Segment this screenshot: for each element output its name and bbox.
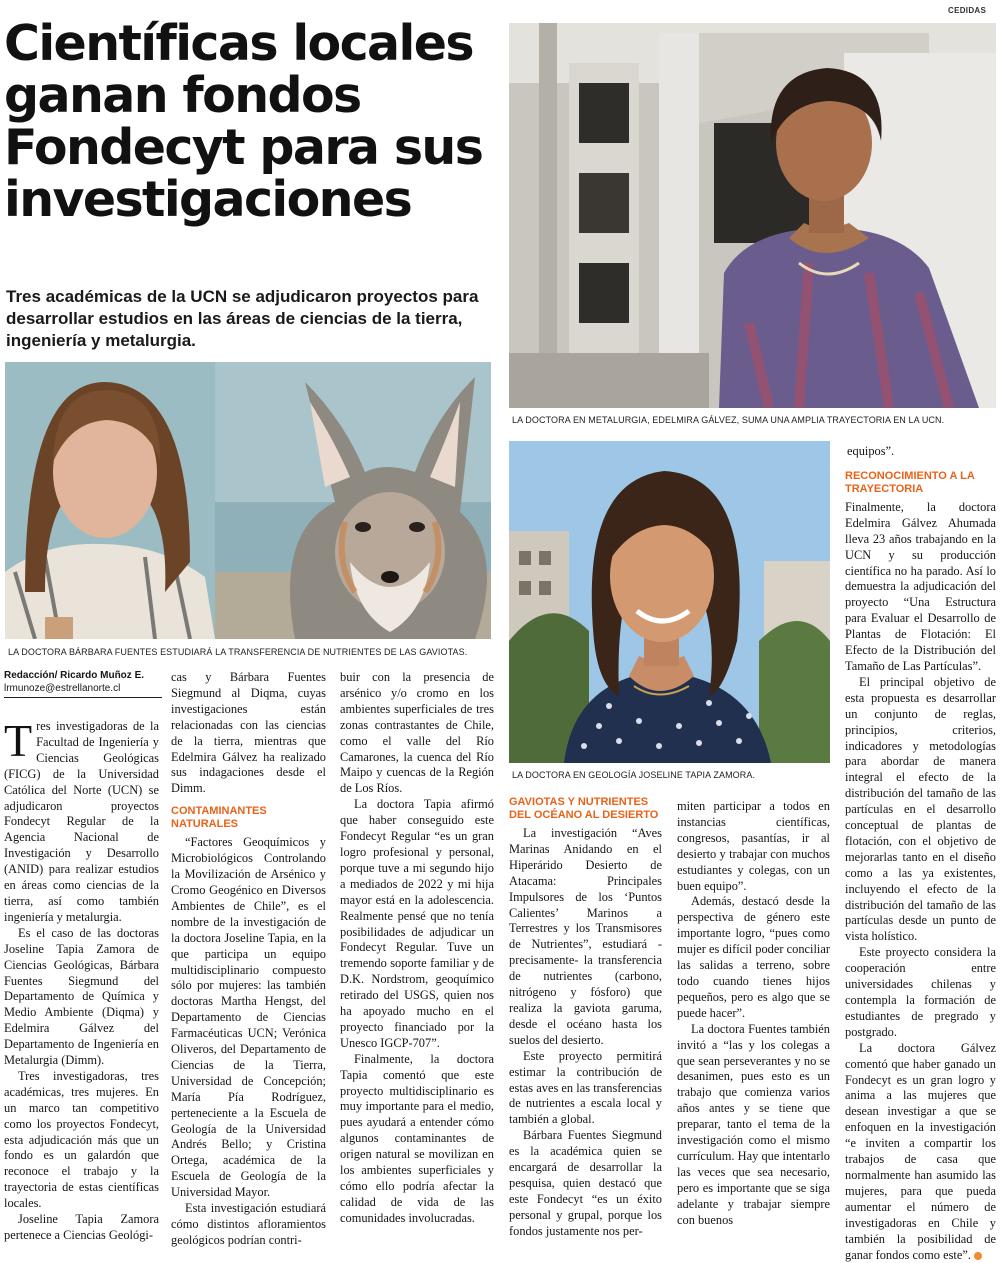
article-paragraph: “Factores Geoquímicos y Microbiológicos Controlando la Movilización de Arsénico y Cromo Geogénico en Diversos Ambientes de Chile”, es el nombre de la investigación de la doctora Joseline Tapia, en la que participa un equipo multidisciplinario compuesto sólo por mujeres: las también doctoras Martha Hengst, del Departamento de Ciencias Farmacéuticas UCN; Verónica Oliveros, del Departamento de Ciencias de la Tierra, Universidad de Concepción; María Pía Rodríguez, perteneciente a la Escuela de Geología de la Universidad Andrés Bello; y Cristina Ortega, académica de la Escuela de Geología de la Universidad Mayor. <box>171 835 326 1200</box>
article-column-2 <box>171 670 326 1249</box>
section-heading: GAVIOTAS Y NUTRIENTES DEL OCÉANO AL DESIERTO <box>509 796 659 821</box>
article-paragraph: Además, destacó desde la perspectiva de género este importante logro, “pues como mujer es difícil poder conciliar las salidas a terreno, sobre todo cuando tienes hijos pequeños, pero es algo que se puede hacer”. <box>677 894 830 1020</box>
caption-tapia: LA DOCTORA EN GEOLOGÍA JOSELINE TAPIA ZAMORA. <box>512 770 756 780</box>
article-paragraph: La doctora Tapia afirmó que haber conseguido este Fondecyt Regular “es un gran logro profesional y personal, porque tuve a mi segundo hijo a mediados de 2022 y mi hija mayor está en la adolescencia. Realmente pensé que no tenía posibilidades de adjudicar un Fondecyt Regular. Tuve un tremendo soporte familiar y de D.K. Nordstrom, geoquímico retirado del USGS, quien nos ha apoyado mucho en el proyecto financiado por la Unesco IGCP-707”. <box>340 797 494 1050</box>
byline-email[interactable]: lrmunoze@estrellanorte.cl <box>4 683 121 694</box>
article-paragraph: cas y Bárbara Fuentes Siegmund al Diqma, cuyas investigaciones están relacionadas con las ciencias de la tierra, mientras que Edelmira Gálvez ha realizado sus indagaciones desde el Dimm. <box>171 670 326 796</box>
article-paragraph: Tres investigadoras de la Facultad de Ingeniería y Ciencias Geológicas (FICG) de la Universidad Católica del Norte (UCN) se adjudicaron proyectos Fondecyt Regular de la Agencia Nacional de Investigación y Desarrollo (ANID) para realizar estudios en áreas como ciencias de la tierra, así como también ingeniería y metalurgia. <box>4 715 159 924</box>
section-heading: RECONOCIMIENTO A LA TRAYECTORIA <box>845 469 975 495</box>
photo-tapia <box>509 441 830 763</box>
article-paragraph: Finalmente, la doctora Edelmira Gálvez Ahumada lleva 23 años trabajando en la UCN y su producción científica no ha parado. Así lo demuestra la adjudicación del proyecto “Una Estructura para Evaluar el Desarrollo de Plantas de Flotación: El Efecto de la Distribución del Tamaño de Las Partículas”. <box>845 499 996 673</box>
article-paragraph: buir con la presencia de arsénico y/o cromo en los ambientes superficiales de tres zonas contrastantes de Chile, como el valle del Río Camarones, la cuenca del Río Maipo y cuencas de la Región de Los Ríos. <box>340 670 494 796</box>
article-paragraph: equipos”. <box>847 444 895 458</box>
article-column-5 <box>677 799 830 1228</box>
article-paragraph: Joseline Tapia Zamora pertenece a Ciencias Geológi- <box>4 1212 159 1242</box>
article-paragraph: El principal objetivo de esta propuesta es desarrollar un conjunto de reglas, principios, criterios, indicadores y metodologías para abordar de manera integral el efecto de la distribución del tamaño de las partículas en el desarrollo conceptual de plantas de flotación, con el objetivo de mejorarlas tanto en el diseño como a las ya existentes, incluyendo el efecto de la distribución del tamaño de las partículas desde un punto de vista holístico. <box>845 674 996 944</box>
article-paragraph: La investigación “Aves Marinas Anidando en el Hiperárido Desierto de Atacama: Principales Impulsores de los ‘Puntos Calientes’ Marinos a Terrestres y los Transmisores de Nutrientes”, estudiará -precisamente- la transferencia de nutrientes (carbono, nitrógeno y fósforo) que realiza la gaviota garuma, desde el océano hasta los suelos del desierto. <box>509 826 662 1047</box>
article-paragraph: Finalmente, la doctora Tapia comentó que este proyecto multidisciplinario es muy importante para el medio, pues ayudará a entender cómo algunos contaminantes de origen natural se movilizan en los ambientes superficiales y cómo ello podría afectar la calidad de vida de las comunidades involucradas. <box>340 1051 494 1225</box>
drop-cap: T <box>4 715 33 766</box>
article-paragraph: Este proyecto considera la cooperación entre universidades chilenas y contempla la formación de estudiantes de pregrado y postgrado. <box>845 945 996 1039</box>
caption-galvez: LA DOCTORA EN METALURGIA, EDELMIRA GÁLVEZ, SUMA UNA AMPLIA TRAYECTORIA EN LA UCN. <box>512 415 945 425</box>
article-paragraph: La doctora Fuentes también invitó a “las y los colegas a que sean perseverantes y no se desanimen, pues esto es un trabajo que comienza varios años antes y se tiene que preparar, tanto el tema de la investigación como el mismo currículum. Hay que intentarlo las veces que sea necesario, pero es importante que se siga adelante y trabajar siempre con buenos <box>677 1021 830 1227</box>
photo-galvez <box>509 23 996 408</box>
article-paragraph: La doctora Gálvez comentó que haber ganado un Fondecyt es un gran logro y anima a las mujeres que desean investigar a que se enfoquen en la investigación “e inviten a compartir los trabajos de casa que normalmente han asumido las mujeres, para que pueda aumentar el número de investigadoras en Chile y también la posibilidad de ganar fondos como este”. <box>845 1040 996 1262</box>
article-paragraph: Es el caso de las doctoras Joseline Tapia Zamora de Ciencias Geológicas, Bárbara Fuentes Siegmund del Departamento de Química y Medio Ambiente (Diqma) y Edelmira Gálvez del Departamento de Ingeniería en Metalurgia (Dimm). <box>4 925 159 1068</box>
headline: Científicas locales ganan fondos Fondecyt para sus investigaciones <box>4 15 483 228</box>
caption-fuentes: LA DOCTORA BÁRBARA FUENTES ESTUDIARÁ LA TRANSFERENCIA DE NUTRIENTES DE LAS GAVIOTAS. <box>8 647 468 657</box>
deck: Tres académicas de la UCN se adjudicaron proyectos para desarrollar estudios en las áreas de ciencias de la tierra, ingeniería y metalurgia. <box>6 287 479 351</box>
article-column-1 <box>4 715 159 1244</box>
article-paragraph: Tres investigadoras, tres académicas, tres mujeres. En un marco tan competitivo como los proyectos Fondecyt, esta adjudicación más que un fondo es un galardón que reconoce el trabajo y la trayectoria de estas científicas locales. <box>4 1068 159 1211</box>
photo-fuentes <box>5 362 491 639</box>
article-column-6 <box>845 444 996 1263</box>
byline-rule <box>4 697 162 698</box>
article-paragraph: Bárbara Fuentes Siegmund es la académica quien se encargará de desarrollar la pesquisa, quien destacó que este Fondecyt “es un éxito personal y grupal, porque los fondos justamente nos per- <box>509 1128 662 1238</box>
article-paragraph: Este proyecto permitirá estimar la contribución de estas aves en las transferencias de nutrientes a escala local y también a global. <box>509 1048 662 1127</box>
article-paragraph: Esta investigación estudiará cómo distintos afloramientos geológicos podrían contri- <box>171 1201 326 1247</box>
section-heading: CONTAMINANTES NATURALES <box>171 805 267 831</box>
photo-credit: CEDIDAS <box>948 6 987 15</box>
end-mark-icon <box>974 1252 982 1260</box>
article-column-4 <box>509 792 662 1240</box>
article-column-3 <box>340 670 494 1227</box>
byline-author: Redacción/ Ricardo Muñoz E. <box>4 670 145 681</box>
article-paragraph: miten participar a todos en instancias científicas, congresos, pasantías, ir al desierto y trabajar con muchos estudiantes y colegas, con un buen equipo”. <box>677 799 830 893</box>
